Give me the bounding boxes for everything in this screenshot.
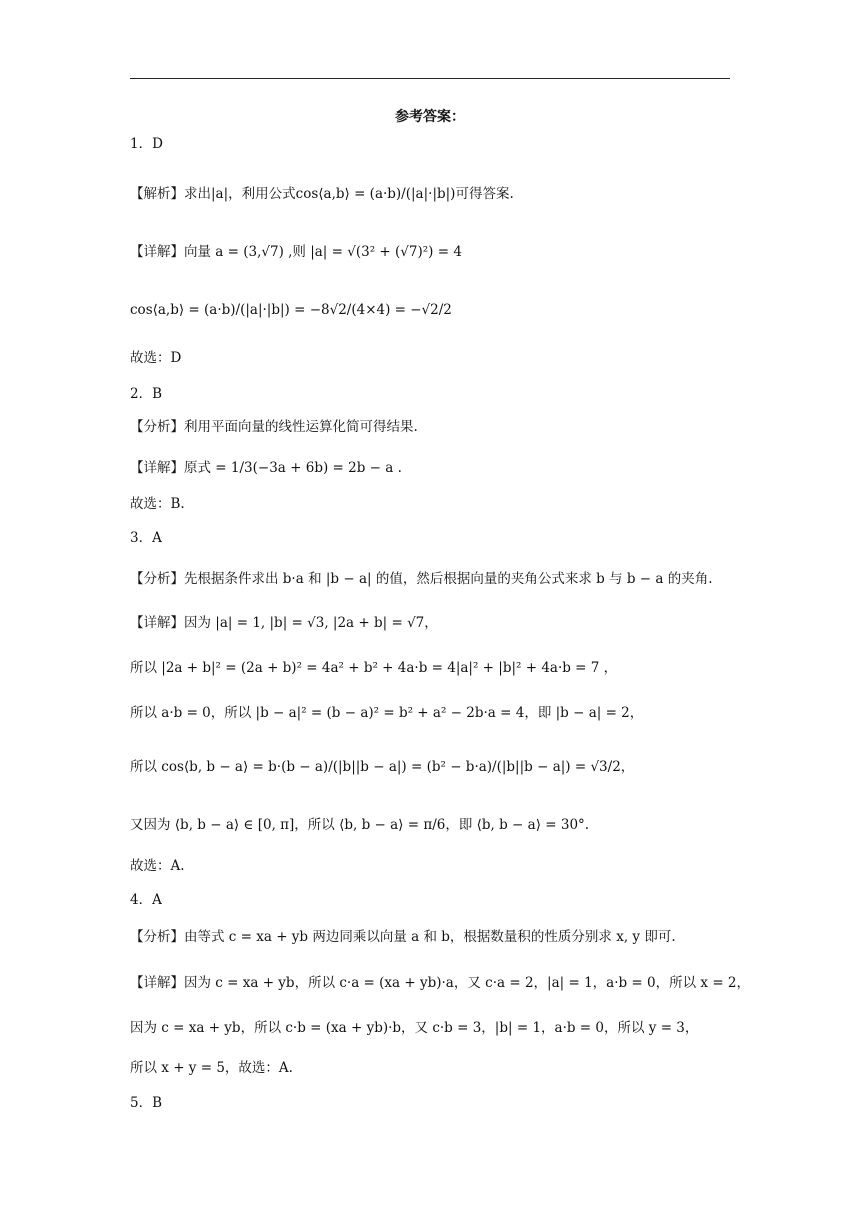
detail-3-a: 【详解】因为 |a| = 1, |b| = √3, |2a + b| = √7， [130,615,438,631]
analysis-4: 【分析】由等式 c = xa + yb 两边同乘以向量 a 和 b，根据数量积的性质分别求 x, y 即可. [130,929,676,945]
answer-3: 3．A [130,530,162,546]
analysis-2: 【分析】利用平面向量的线性运算化简可得结果. [130,419,418,435]
answer-5: 5．B [130,1095,163,1111]
answer-4: 4．A [130,892,162,908]
detail-3-c: 所以 a·b = 0，所以 |b − a|² = (b − a)² = b² + a² − 2b·a = 4，即 |b − a| = 2， [130,705,644,721]
analysis-3: 【分析】先根据条件求出 b·a 和 |b − a| 的值，然后根据向量的夹角公式来求 b 与 b − a 的夹角. [130,571,713,587]
header-rule [130,78,730,79]
detail-1-a: 【详解】向量 a = (3,√7) ,则 |a| = √(3² + (√7)²) = 4 [130,244,462,260]
detail-1-b: cos⟨a,b⟩ = (a·b)/(|a|·|b|) = −8√2/(4×4) = −√2/2 [130,302,452,318]
detail-4-a: 【详解】因为 c = xa + yb，所以 c·a = (xa + yb)·a，又 c·a = 2，|a| = 1，a·b = 0，所以 x = 2， [130,975,751,991]
detail-3-d: 所以 cos⟨b, b − a⟩ = b·(b − a)/(|b||b − a|) = (b² − b·a)/(|b||b − a|) = √3/2， [130,759,635,775]
choice-1: 故选：D [130,350,182,366]
choice-3: 故选：A. [130,858,185,874]
detail-3-e: 又因为 ⟨b, b − a⟩ ∈ [0, π]，所以 ⟨b, b − a⟩ = π/6，即 ⟨b, b − a⟩ = 30°. [130,817,590,833]
answer-1: 1．D [130,136,163,152]
detail-4-b: 因为 c = xa + yb，所以 c·b = (xa + yb)·b，又 c·b = 3，|b| = 1，a·b = 0，所以 y = 3， [130,1020,699,1036]
analysis-1: 【解析】求出|a|，利用公式cos⟨a,b⟩ = (a·b)/(|a|·|b|)可得答案. [130,186,514,202]
detail-2: 【详解】原式 = 1/3(−3a + 6b) = 2b − a . [130,460,402,476]
answer-2: 2．B [130,386,163,402]
detail-3-b: 所以 |2a + b|² = (2a + b)² = 4a² + b² + 4a·b = 4|a|² + |b|² + 4a·b = 7 ， [130,660,618,676]
choice-2: 故选：B. [130,496,185,512]
detail-4-c: 所以 x + y = 5，故选：A. [130,1060,293,1076]
page-title: 参考答案： [395,109,465,125]
